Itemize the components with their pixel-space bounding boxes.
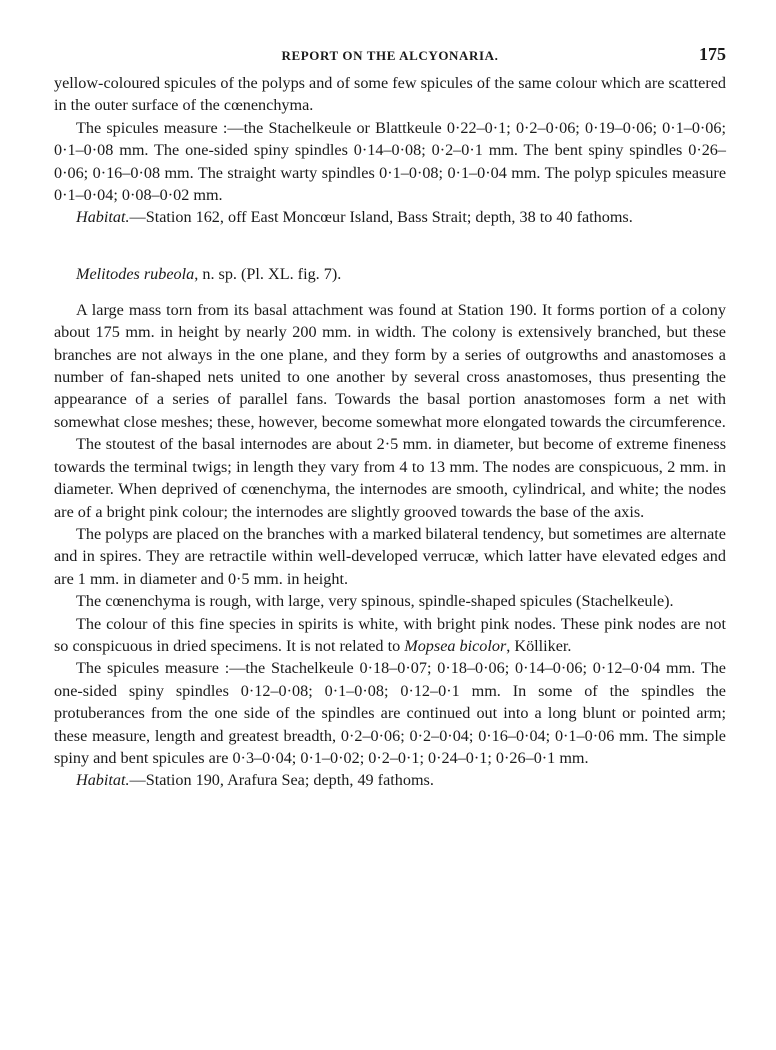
species-name: Melitodes rubeola bbox=[76, 264, 195, 283]
description-paragraph-1: A large mass torn from its basal attachment was found at Station 190. It forms portion of a colony about 175 mm. in height by nearly 200 mm. in width. The colony is extensively branched, but these branches are not always in the one plane, and they form by a series of outgrowths and anastomoses a number of fan-shaped nets united to one another by several cross anastomoses, thus presenting the appearance of a series of parallel fans. Towards the basal portion anastomoses form a net with somewhat close meshes; these, however, become somewhat more elongated towards the circumference. bbox=[54, 300, 726, 431]
page-number: 175 bbox=[699, 44, 726, 64]
running-title: REPORT ON THE ALCYONARIA. bbox=[281, 48, 499, 63]
description-paragraph-3: The polyps are placed on the branches with a marked bilateral tendency, but sometimes are alternate and in spires. They are retractile within well-developed verrucæ, which latter have elevated edges and are 1 mm. in diameter and 0·5 mm. in height. bbox=[54, 524, 726, 588]
body-text bbox=[54, 72, 726, 792]
para5-start: The colour of this fine species in spirits is white, with bright pink nodes. These pink nodes are not so conspicuous in dried specimens. It is not related to bbox=[54, 614, 726, 655]
habitat-paragraph-2 bbox=[54, 769, 726, 791]
page bbox=[54, 42, 726, 792]
habitat-label: Habitat. bbox=[76, 771, 130, 790]
description-paragraph-2: The stoutest of the basal internodes are about 2·5 mm. in diameter, but become of extreme fineness towards the terminal twigs; in length they vary from 4 to 13 mm. The nodes are conspicuous, 2 mm. in diameter. When deprived of cœnenchyma, the internodes are smooth, cylindrical, and white; the nodes are of a bright pink colour; the internodes are slightly grooved towards the base of the axis. bbox=[54, 435, 726, 521]
description-paragraph-5 bbox=[54, 613, 726, 658]
continuation-paragraph: yellow-coloured spicules of the polyps and of some few spicules of the same colour which are scattered in the outer surface of the cœnenchyma. bbox=[54, 74, 726, 115]
habitat-text: —Station 190, Arafura Sea; depth, 49 fathoms. bbox=[129, 771, 434, 790]
para5-end: , Kölliker. bbox=[506, 636, 572, 655]
description-paragraph-4: The cœnenchyma is rough, with large, very spinous, spindle-shaped spicules (Stachelkeule). bbox=[76, 592, 674, 611]
species-plate-ref: , n. sp. (Pl. XL. fig. 7). bbox=[194, 264, 342, 283]
habitat-label: Habitat. bbox=[76, 208, 130, 227]
spicules-paragraph-2: The spicules measure :—the Stachelkeule 0·18–0·07; 0·18–0·06; 0·14–0·06; 0·12–0·04 mm. The one-sided spiny spindles 0·12–0·08; 0·1–0·08; 0·12–0·1 mm. In some of the spindles the protuberances from the one side of the spindles are continued out into a long blunt or pointed arm; these measure, length and greatest breadth, 0·2–0·06; 0·2–0·04; 0·16–0·04; 0·1–0·06 mm. The simple spiny and bent spicules are 0·3–0·04; 0·1–0·02; 0·2–0·1; 0·24–0·1; 0·26–0·1 mm. bbox=[54, 659, 726, 767]
habitat-text: —Station 162, off East Moncœur Island, Bass Strait; depth, 38 to 40 fathoms. bbox=[129, 208, 633, 227]
habitat-paragraph-1 bbox=[54, 206, 726, 228]
species-heading bbox=[54, 263, 726, 285]
spicules-paragraph-1: The spicules measure :—the Stachelkeule or Blattkeule 0·22–0·1; 0·2–0·06; 0·19–0·06; 0·1–0·06; 0·1–0·08 mm. The one-sided spiny spindles 0·14–0·08; 0·2–0·1 mm. The bent spiny spindles 0·26–0·06; 0·16–0·08 mm. The straight warty spindles 0·1–0·08; 0·1–0·04 mm. The polyp spicules measure 0·1–0·04; 0·08–0·02 mm. bbox=[54, 118, 726, 205]
related-species-name: Mopsea bicolor bbox=[404, 636, 507, 655]
running-header bbox=[54, 42, 726, 72]
